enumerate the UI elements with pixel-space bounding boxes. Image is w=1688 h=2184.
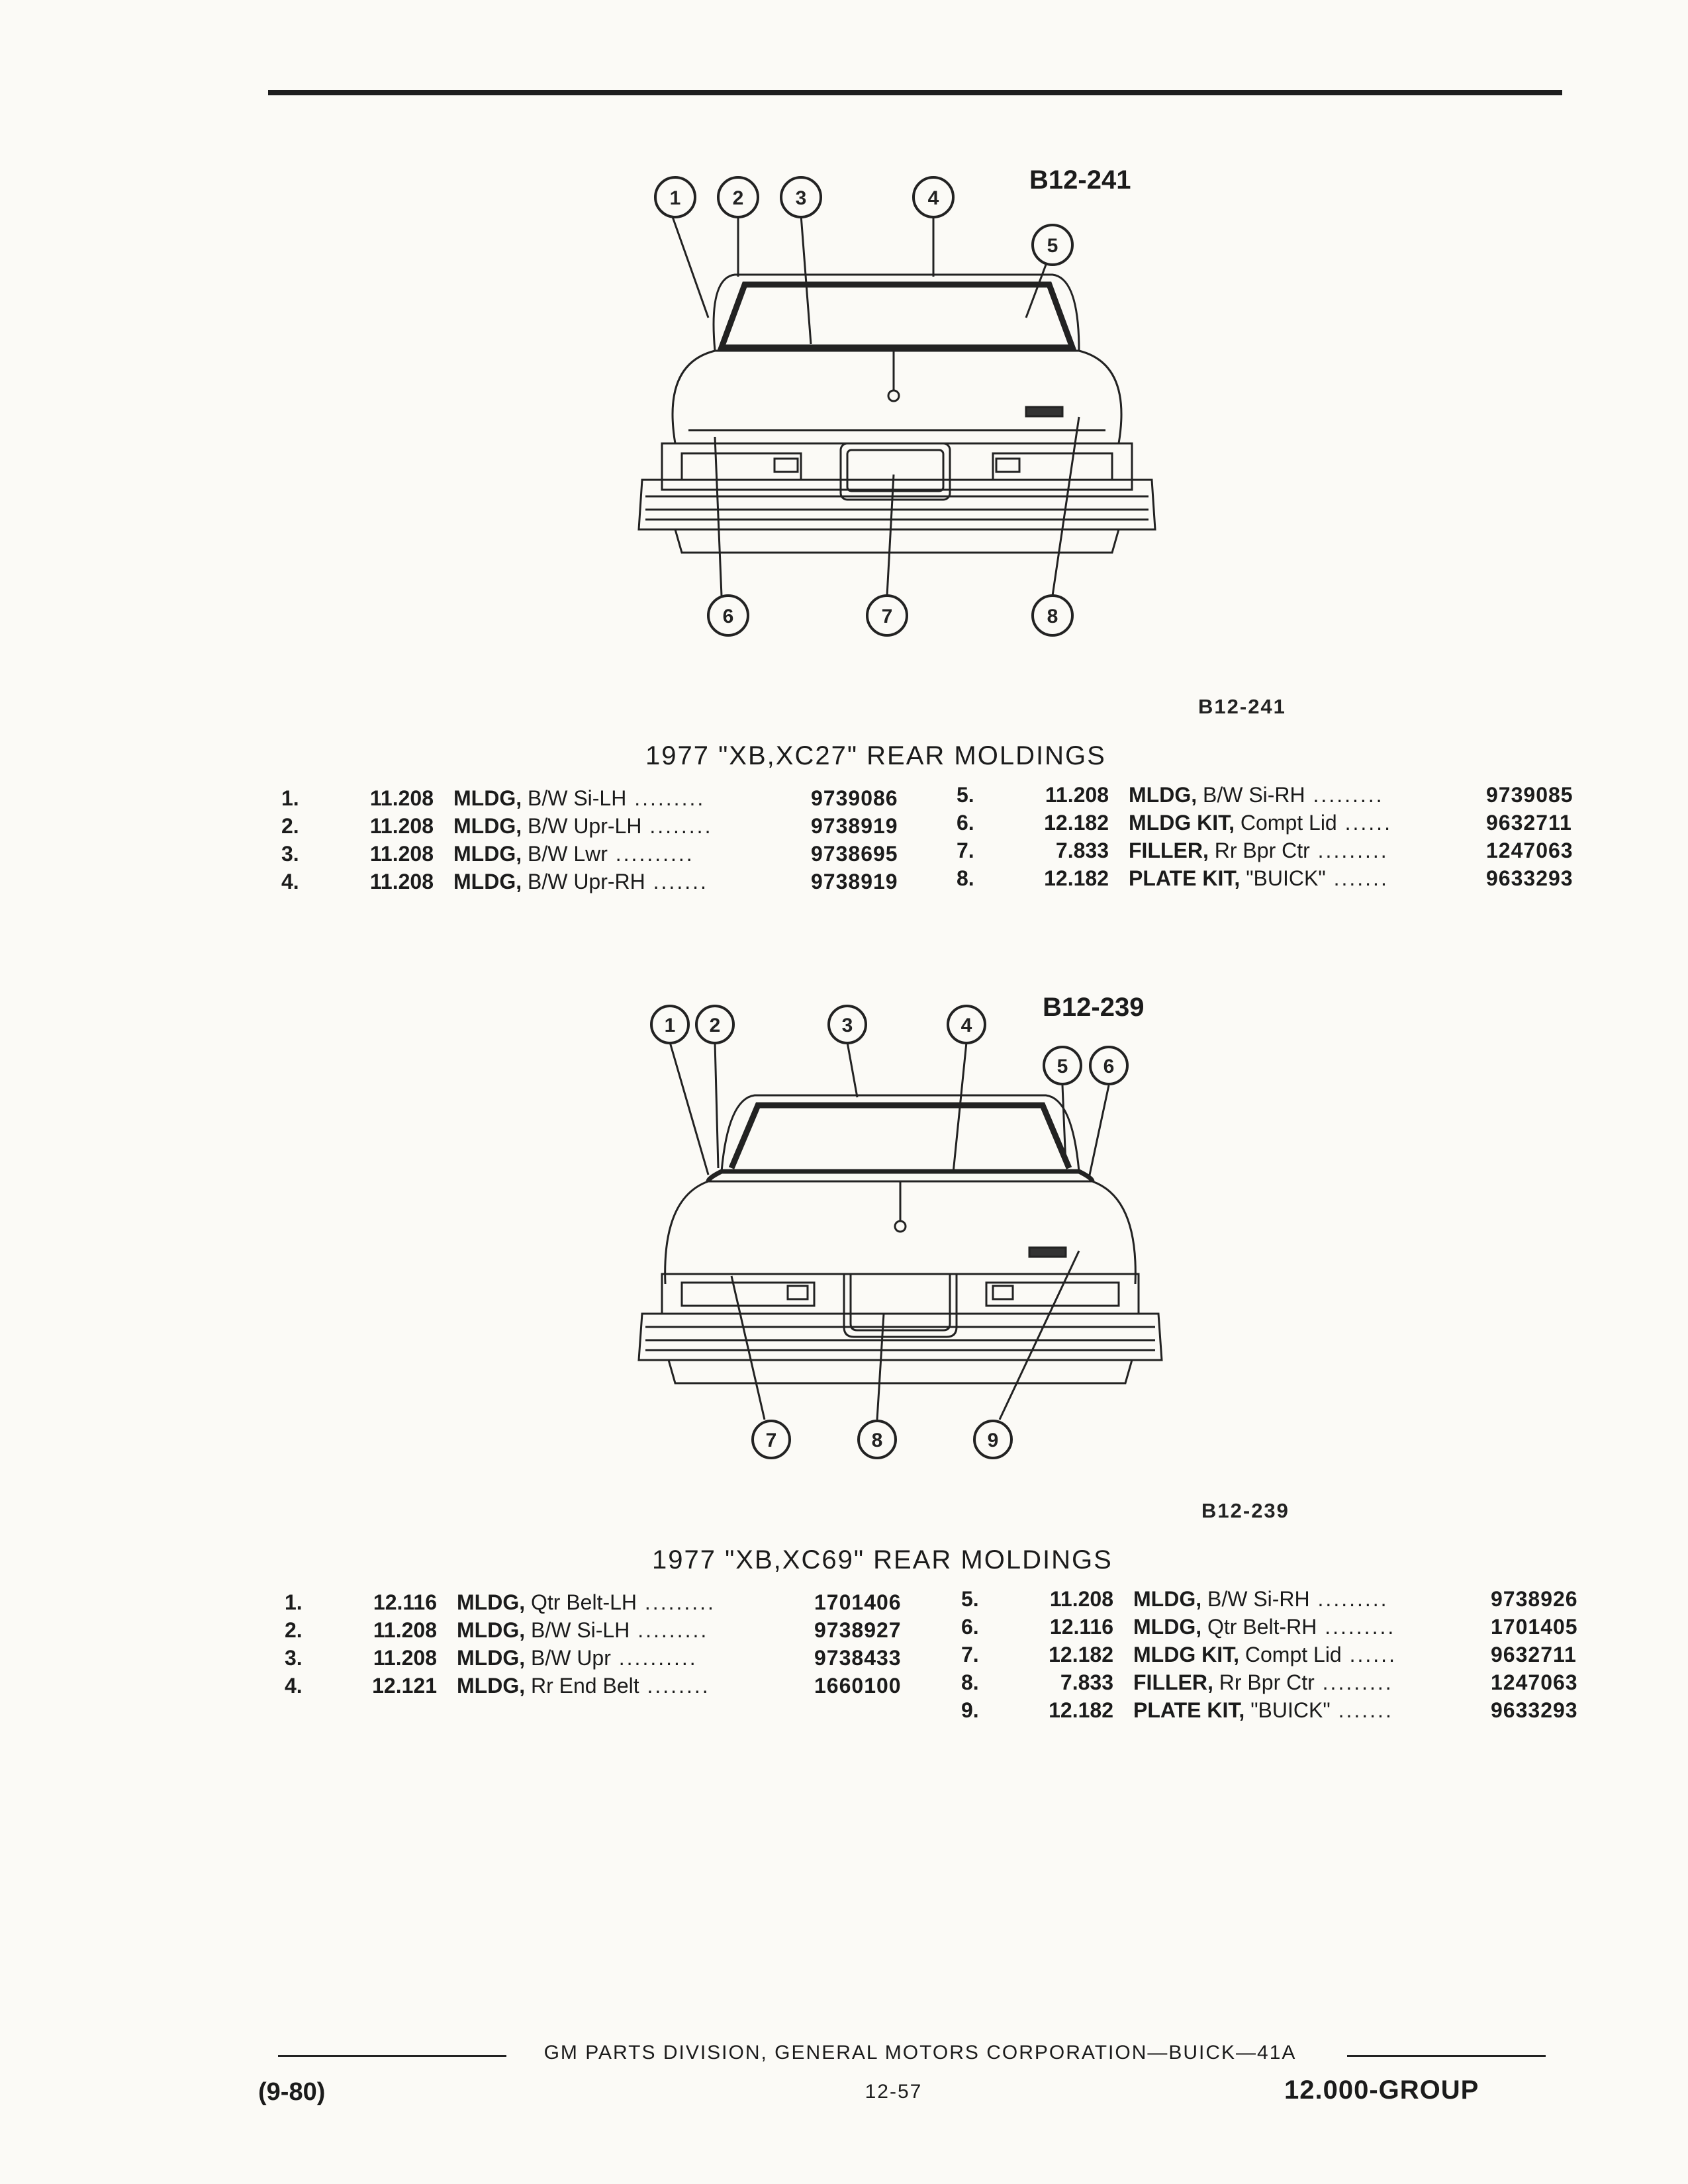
footer-page-number: 12-57 <box>865 2081 923 2103</box>
list-item: 6. 12.182 MLDG KIT, Compt Lid ...... 9632711 <box>957 811 1572 835</box>
section-title-xc27: 1977 "XB,XC27" REAR MOLDINGS <box>645 741 1106 770</box>
header-rule <box>268 90 1562 95</box>
callout-5-label: 5 <box>1056 1056 1068 1077</box>
callout-3-label: 3 <box>841 1015 853 1036</box>
callout-8-label: 8 <box>1047 606 1058 627</box>
callout-7-label: 7 <box>881 606 893 627</box>
list-item: 3. 11.208 MLDG, B/W Upr .......... 9738433 <box>285 1646 902 1670</box>
figure-ref-top: B12-239 <box>1043 993 1145 1022</box>
footer-rule-left <box>278 2055 506 2057</box>
parts-list-xc27-left <box>281 784 898 895</box>
list-item: 2. 11.208 MLDG, B/W Upr-LH ........ 9738919 <box>281 814 898 838</box>
footer-group: 12.000-GROUP <box>1284 2075 1479 2105</box>
list-item: 7. 12.182 MLDG KIT, Compt Lid ...... 9632711 <box>961 1643 1577 1666</box>
rear-moldings-diagram-xc69 <box>622 979 1178 1482</box>
callout-7-label: 7 <box>765 1430 777 1451</box>
callout-4-label: 4 <box>927 187 939 209</box>
list-item: 2. 11.208 MLDG, B/W Si-LH ......... 9738927 <box>285 1618 902 1642</box>
callout-9-label: 9 <box>987 1430 999 1451</box>
list-item: 5. 11.208 MLDG, B/W Si-RH ......... 9739085 <box>957 783 1573 807</box>
callout-2-label: 2 <box>709 1015 721 1036</box>
parts-list-xc69-right <box>961 1585 1578 1724</box>
list-item: 1. 11.208 MLDG, B/W Si-LH ......... 9739086 <box>281 786 898 810</box>
callout-8-label: 8 <box>871 1430 883 1451</box>
list-item: 8. 12.182 PLATE KIT, "BUICK" ....... 9633293 <box>957 866 1573 890</box>
list-item: 3. 11.208 MLDG, B/W Lwr .......... 9738695 <box>281 842 898 866</box>
figure-ref-bottom: B12-239 <box>1201 1499 1289 1522</box>
callout-4-label: 4 <box>961 1015 972 1036</box>
list-item: 1. 12.116 MLDG, Qtr Belt-LH ......... 1701406 <box>285 1590 902 1614</box>
list-item: 5. 11.208 MLDG, B/W Si-RH ......... 9738926 <box>961 1587 1578 1611</box>
list-item: 7. 7.833 FILLER, Rr Bpr Ctr ......... 1247063 <box>957 839 1573 862</box>
list-item: 8. 7.833 FILLER, Rr Bpr Ctr ......... 1247063 <box>961 1670 1578 1694</box>
car-rear-illustration <box>622 152 1178 668</box>
car-rear-illustration <box>622 979 1178 1482</box>
figure-ref-top: B12-241 <box>1029 165 1131 195</box>
footer-rule-right <box>1347 2055 1546 2057</box>
callout-6-label: 6 <box>722 606 734 627</box>
footer-publisher: GM PARTS DIVISION, GENERAL MOTORS CORPORATION—BUICK—41A <box>543 2042 1297 2064</box>
figure-ref-bottom: B12-241 <box>1198 695 1286 718</box>
list-item: 9. 12.182 PLATE KIT, "BUICK" ....... 9633293 <box>961 1698 1578 1722</box>
footer-date: (9-80) <box>258 2078 326 2106</box>
callout-2-label: 2 <box>732 187 744 209</box>
callout-1-label: 1 <box>664 1015 676 1036</box>
parts-list-xc27-right <box>957 781 1573 892</box>
callout-6-label: 6 <box>1103 1056 1115 1077</box>
list-item: 6. 12.116 MLDG, Qtr Belt-RH ......... 1701405 <box>961 1615 1578 1639</box>
list-item: 4. 11.208 MLDG, B/W Upr-RH ....... 9738919 <box>281 870 898 893</box>
callout-1-label: 1 <box>669 187 681 209</box>
parts-list-xc69-left <box>285 1588 902 1700</box>
rear-moldings-diagram-xc27 <box>622 152 1178 668</box>
section-title-xc69: 1977 "XB,XC69" REAR MOLDINGS <box>652 1545 1113 1574</box>
callout-5-label: 5 <box>1047 235 1058 257</box>
list-item: 4. 12.121 MLDG, Rr End Belt ........ 1660100 <box>285 1674 902 1698</box>
callout-3-label: 3 <box>795 187 807 209</box>
